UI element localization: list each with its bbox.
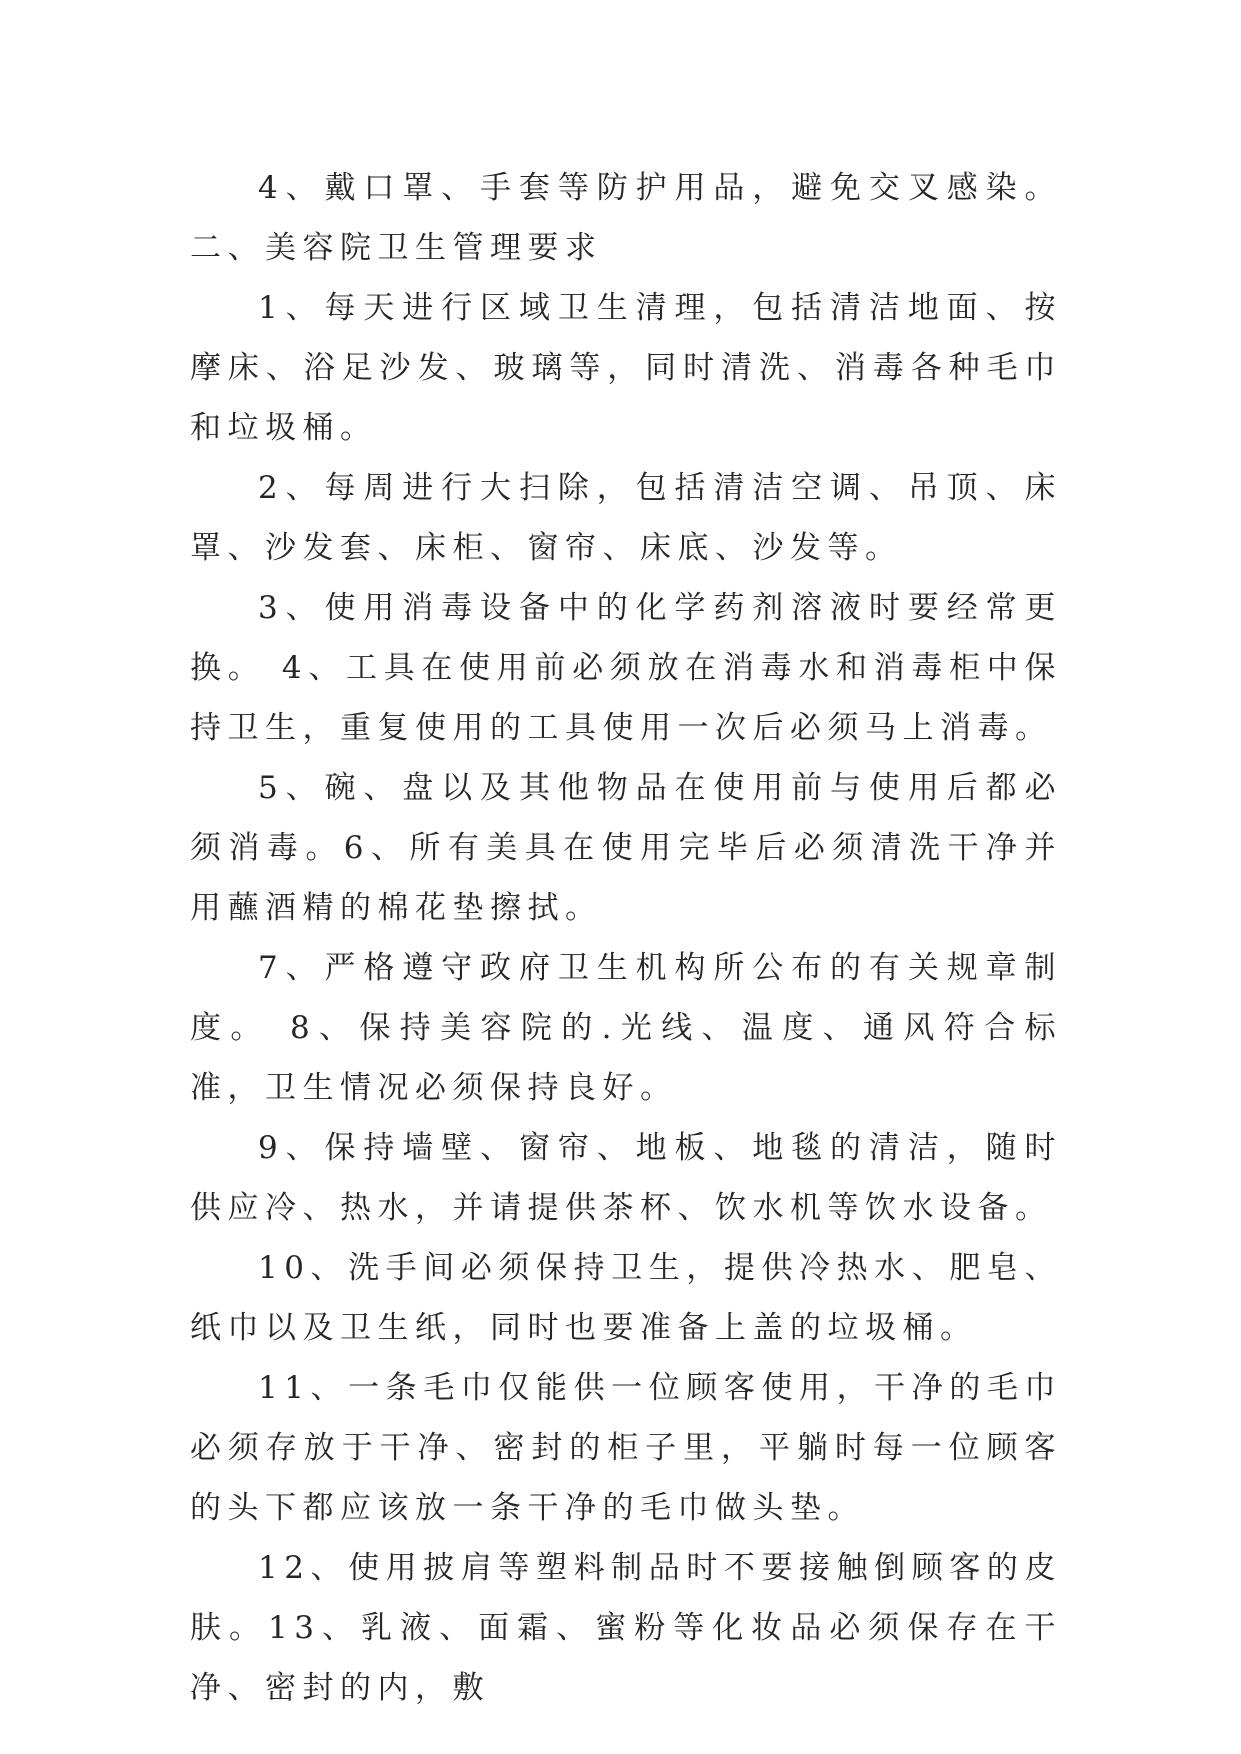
- paragraph-1: 4、戴口罩、手套等防护用品，避免交叉感染。二、美容院卫生管理要求: [190, 170, 1062, 266]
- paragraph-6: 7、严格遵守政府卫生机构所公布的有关规章制度。 8、保持美容院的.光线、温度、通风符合标准，卫生情况必须保持良好。: [190, 950, 1062, 1106]
- paragraph-7: 9、保持墙壁、窗帘、地板、地毯的清洁，随时供应冷、热水，并请提供茶杯、饮水机等饮水设备。: [190, 1130, 1062, 1226]
- paragraph-5: 5、碗、盘以及其他物品在使用前与使用后都必须消毒。6、所有美具在使用完毕后必须清洗干净并用蘸酒精的棉花垫擦拭。: [190, 770, 1062, 926]
- paragraph-9: 11、一条毛巾仅能供一位顾客使用，干净的毛巾必须存放于干净、密封的柜子里，平躺时每一位顾客的头下都应该放一条干净的毛巾做头垫。: [190, 1370, 1062, 1526]
- paragraph-8: 10、洗手间必须保持卫生，提供冷热水、肥皂、纸巾以及卫生纸，同时也要准备上盖的垃圾桶。: [190, 1250, 1062, 1346]
- paragraph-3: 2、每周进行大扫除，包括清洁空调、吊顶、床罩、沙发套、床柜、窗帘、床底、沙发等。: [190, 470, 1062, 566]
- paragraph-4: 3、使用消毒设备中的化学药剂溶液时要经常更换。 4、工具在使用前必须放在消毒水和消毒柜中保持卫生，重复使用的工具使用一次后必须马上消毒。: [190, 590, 1062, 746]
- document-body: [190, 158, 1062, 1718]
- paragraph-2: 1、每天进行区域卫生清理，包括清洁地面、按摩床、浴足沙发、玻璃等，同时清洗、消毒各种毛巾和垃圾桶。: [190, 290, 1062, 446]
- paragraph-10: 12、使用披肩等塑料制品时不要接触倒顾客的皮肤。13、乳液、面霜、蜜粉等化妆品必须保存在干净、密封的内，敷: [190, 1550, 1062, 1706]
